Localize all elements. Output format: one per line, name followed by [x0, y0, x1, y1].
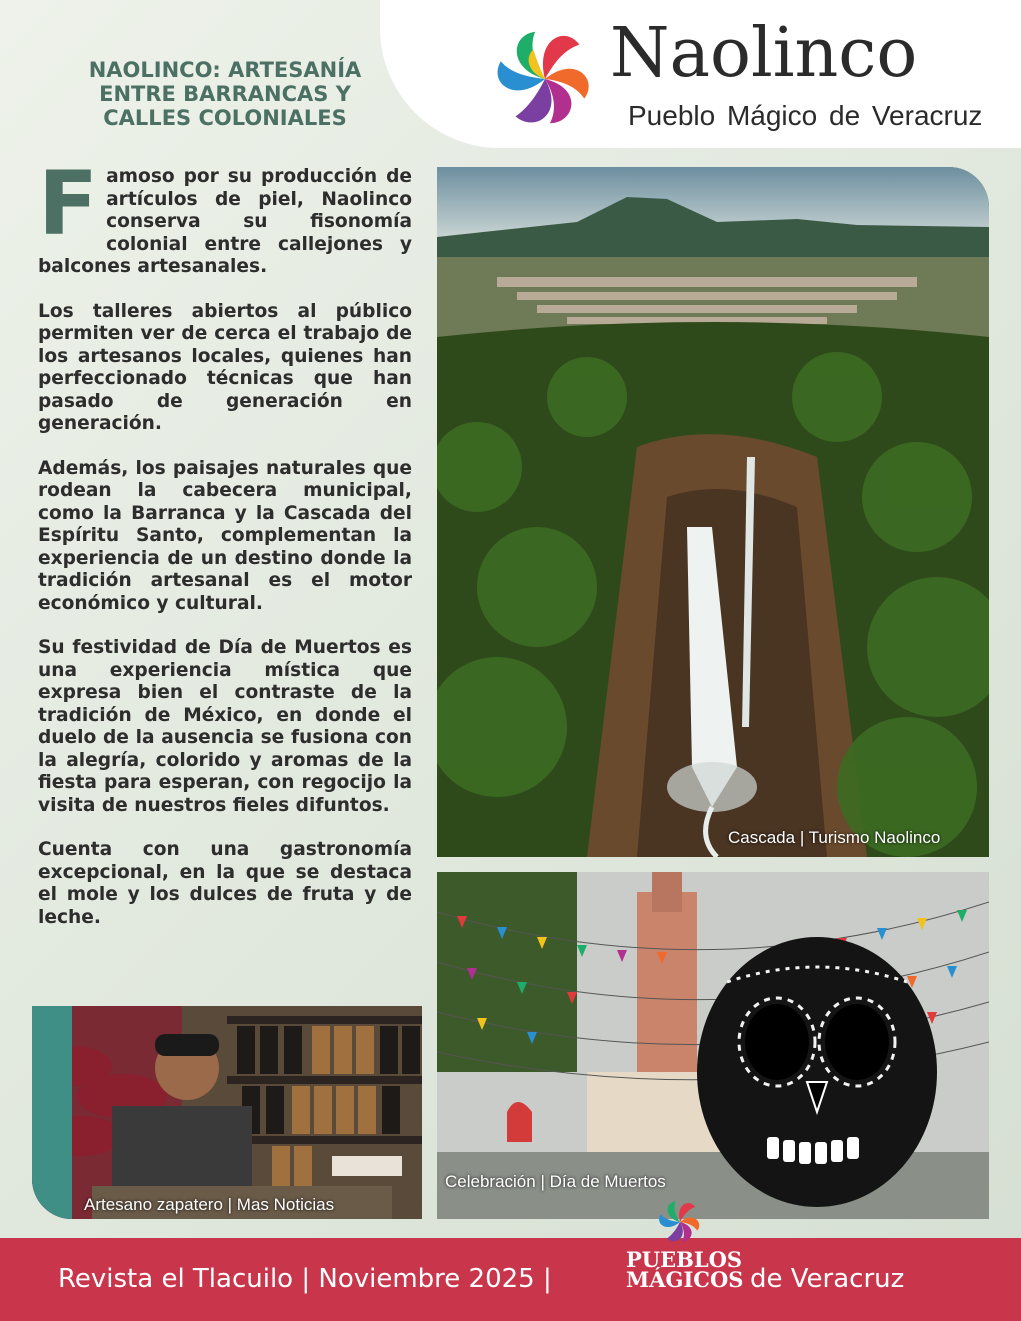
- logo-line-2: MÁGICOS: [626, 1267, 744, 1292]
- paragraph-2: Los talleres abiertos al público permiten ver de cerca el trabajo de los artesanos locales, quienes han perfeccionado técnicas que han pasado de generación en generación.: [38, 300, 412, 434]
- footer-left-text: Revista el Tlacuilo | Noviembre 2025 |: [58, 1264, 552, 1294]
- article-body: [38, 152, 412, 951]
- brand-title: Naolinco: [610, 14, 918, 93]
- paragraph-4: Su festividad de Día de Muertos es una experiencia mística que expresa bien el contraste de la tradición de México, en donde el duelo de la ausencia se fusiona con la alegría, colorido y aromas de la fiesta para esperan, con regocijo la visita de nuestros fieles difuntos.: [38, 637, 412, 816]
- celebration-caption: Celebración | Día de Muertos: [445, 1172, 666, 1191]
- paragraph-1: [38, 152, 412, 279]
- footer-right-text: de Veracruz: [750, 1264, 905, 1294]
- article-headline: NAOLINCO: ARTESANÍA ENTRE BARRANCAS Y CALLES COLONIALES: [88, 58, 362, 130]
- paragraph-5: Cuenta con una gastronomía excepcional, en la que se destaca el mole y los dulces de fruta y de leche.: [38, 839, 412, 928]
- artisan-photo: [32, 1006, 422, 1219]
- brand-subtitle: Pueblo Mágico de Veracruz: [628, 100, 983, 131]
- celebration-photo: [437, 872, 989, 1219]
- dropcap: F: [38, 152, 99, 255]
- paragraph-1-text: amoso por su producción de artículos de piel, Naolinco conserva su fisonomía colonial entre callejones y balcones artesanales.: [38, 166, 412, 277]
- pueblos-magicos-flower-icon: [486, 20, 604, 138]
- pueblos-magicos-flower-icon: [654, 1196, 706, 1248]
- paragraph-3: Además, los paisajes naturales que rodean la cabecera municipal, como la Barranca y la Cascada del Espíritu Santo, complementan la experiencia de un destino donde la tradición artesanal es el motor económico y cultural.: [38, 457, 412, 614]
- artisan-caption: Artesano zapatero | Mas Noticias: [84, 1195, 335, 1214]
- pueblos-magicos-logo: [626, 1247, 744, 1292]
- waterfall-photo: [437, 167, 989, 857]
- logo-line-1: PUEBLOS: [626, 1247, 743, 1272]
- waterfall-caption: Cascada | Turismo Naolinco: [728, 828, 941, 847]
